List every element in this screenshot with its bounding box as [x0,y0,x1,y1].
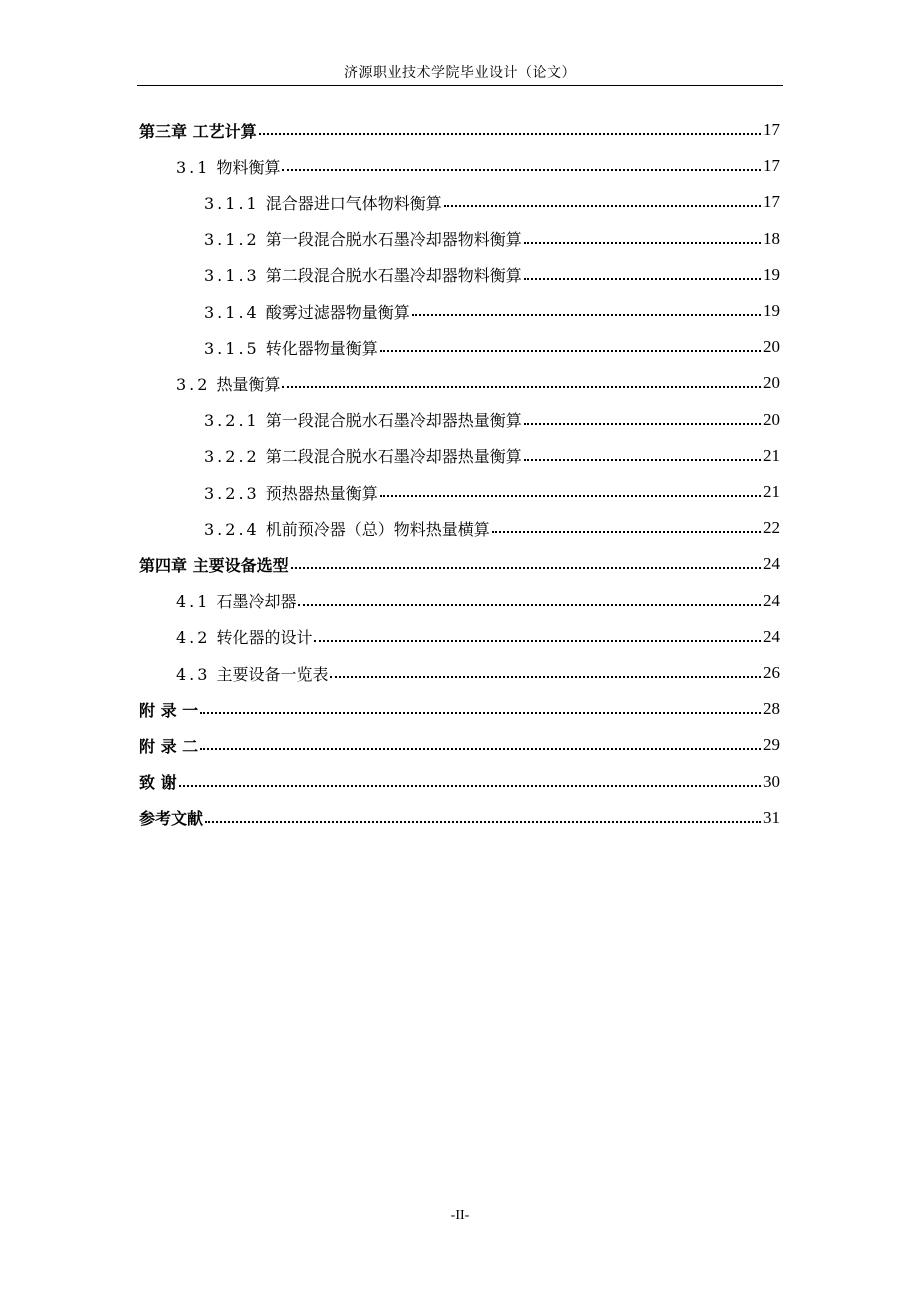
toc-entry-label [176,625,312,648]
toc-entry[interactable] [204,329,780,365]
toc-entry[interactable] [204,221,780,257]
toc-section-number: 3.2.2 [204,447,260,467]
toc-entry[interactable] [176,655,780,691]
toc-entry-label [204,263,522,286]
toc-section-title: 物料衡算 [216,157,281,177]
toc-entry-label [139,770,177,793]
toc-entry-label [204,300,410,323]
toc-section-number: 3.1.1 [204,193,260,213]
toc-dot-leader [314,640,761,642]
toc-page-number: 17 [763,156,780,176]
toc-section-title: 附 录 二 [139,736,199,756]
toc-section-title: 第一段混合脱水石墨冷却器物料衡算 [265,230,522,250]
page-number: -II- [450,1208,470,1223]
toc-page-number: 21 [763,445,780,465]
toc-entry[interactable] [139,727,780,763]
toc-section-number: 3.1.3 [204,266,260,286]
toc-entry[interactable] [139,691,780,727]
toc-dot-leader [259,133,761,135]
toc-entry-label [139,734,198,757]
toc-entry-label [139,553,289,576]
toc-section-number: 3.2.4 [204,519,260,539]
toc-entry-label [204,336,378,359]
toc-section-title: 机前预冷器（总）物料热量横算 [265,519,490,539]
toc-section-title: 主要设备一览表 [216,664,329,684]
toc-entry[interactable] [204,257,780,293]
toc-entry[interactable] [204,474,780,510]
toc-section-title: 附 录 一 [139,700,199,720]
toc-page-number: 19 [763,301,780,320]
toc-section-title: 第三章 工艺计算 [139,121,257,141]
toc-section-title: 转化器物量衡算 [265,338,378,358]
toc-entry[interactable] [176,619,780,655]
toc-entry[interactable] [139,112,780,148]
toc-section-title: 第一段混合脱水石墨冷却器热量衡算 [265,411,522,431]
toc-page-number: 17 [763,192,780,212]
toc-dot-leader [524,459,761,461]
toc-dot-leader [200,712,761,714]
toc-page-number: 30 [763,771,780,791]
toc-entry-label [204,408,522,431]
toc-section-number: 4.1 [176,592,211,612]
toc-dot-leader [291,567,761,569]
toc-entry-label [204,481,378,504]
toc-page-number: 19 [763,264,780,284]
toc-entry-label [204,444,522,467]
toc-dot-leader [492,531,761,533]
toc-section-title: 致 谢 [139,773,177,793]
toc-page-number: 20 [763,337,780,357]
toc-section-number: 3.1 [176,157,211,177]
toc-section-number: 3.1.4 [204,302,260,322]
toc-page-number: 31 [763,807,780,827]
toc-section-title: 酸雾过滤器物量衡算 [265,302,410,322]
toc-entry[interactable] [204,438,780,474]
toc-dot-leader [380,350,761,352]
toc-entry-label [176,589,296,612]
toc-section-title: 混合器进口气体物料衡算 [265,193,442,213]
toc-dot-leader [524,423,761,425]
toc-page-number: 20 [763,409,780,429]
toc-entry[interactable] [204,402,780,438]
toc-dot-leader [330,676,761,678]
toc-section-title: 预热器热量衡算 [265,483,378,503]
toc-dot-leader [524,242,761,244]
toc-dot-leader [205,821,761,823]
toc-entry-label [204,227,522,250]
toc-page-number: 21 [763,482,780,501]
toc-section-number: 3.2.3 [204,483,260,503]
toc-page-number: 24 [763,554,780,574]
toc-dot-leader [380,495,761,497]
toc-page-number: 24 [763,626,780,646]
toc-section-number: 3.1.2 [204,230,260,250]
toc-section-title: 第四章 主要设备选型 [139,555,289,575]
toc-page-number: 20 [763,373,780,393]
toc-entry-label [139,119,257,142]
toc-dot-leader [298,604,761,606]
toc-entry-label [204,517,490,540]
toc-entry[interactable] [176,365,780,401]
toc-section-number: 4.2 [176,628,211,648]
toc-entry[interactable] [204,293,780,329]
header-divider [137,85,783,86]
page-header-title: 济源职业技术学院毕业设计（论文） [344,65,576,81]
toc-entry-label [204,191,442,214]
toc-dot-leader [282,169,761,171]
toc-entry-label [176,372,280,395]
toc-section-title: 参考文献 [139,809,204,829]
toc-section-number: 3.1.5 [204,338,260,358]
toc-section-number: 4.3 [176,664,211,684]
toc-section-number: 3.2 [176,374,211,394]
toc-dot-leader [412,314,761,316]
toc-page-number: 24 [763,590,780,610]
toc-entry[interactable] [176,583,780,619]
toc-entry[interactable] [139,546,780,582]
toc-entry[interactable] [176,148,780,184]
toc-dot-leader [282,386,761,388]
toc-entry-label [139,806,203,829]
toc-section-number: 3.2.1 [204,411,260,431]
toc-section-title: 热量衡算 [216,374,281,394]
toc-section-title: 第二段混合脱水石墨冷却器热量衡算 [265,447,522,467]
toc-section-title: 石墨冷却器 [216,592,297,612]
toc-entry-label [176,662,328,685]
toc-page-number: 29 [763,735,780,755]
toc-page-number: 26 [763,663,780,682]
toc-entry[interactable] [139,800,780,836]
toc-section-title: 转化器的设计 [216,628,313,648]
toc-dot-leader [179,785,761,787]
toc-page-number: 18 [763,228,780,248]
toc-entry[interactable] [204,184,780,220]
toc-section-title: 第二段混合脱水石墨冷却器物料衡算 [265,266,522,286]
toc-entry-label [139,698,198,721]
toc-dot-leader [200,748,761,750]
toc-entry-label [176,155,280,178]
toc-entry[interactable] [204,510,780,546]
toc-entry[interactable] [139,764,780,800]
toc-page-number: 17 [763,120,780,139]
toc-page-number: 28 [763,699,780,719]
toc-page-number: 22 [763,518,780,538]
toc-dot-leader [524,278,761,280]
toc-dot-leader [444,205,761,207]
